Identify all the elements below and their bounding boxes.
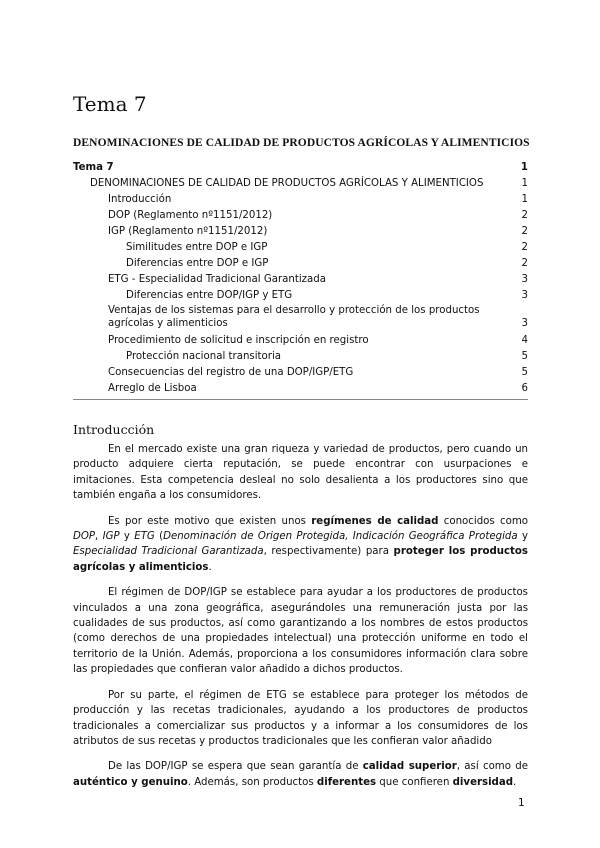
page-title: Tema 7 (73, 92, 147, 116)
toc-entry[interactable] (73, 173, 528, 189)
toc-entry-page: 6 (521, 383, 528, 394)
toc-entry-title: IGP (Reglamento nº1151/2012) (108, 226, 268, 237)
paragraph: El régimen de DOP/IGP se establece para ayudar a los productores de productos vinculados a una zona geográfica, asegurándoles una remuneración justa por las cualidades de sus productos, así como garantizando a los nombres de estos productos (como derechos de una propiedades intelectual) una protección uniforme en todo el territorio de la Unión. Además, proporciona a los consumidores información clara sobre las propiedades que confieran valor añadido a dichos productos. (73, 587, 528, 676)
toc-entry[interactable] (73, 221, 528, 237)
section-body (73, 442, 528, 800)
toc-entry[interactable] (73, 237, 528, 253)
toc-entry-title: Procedimiento de solicitud e inscripción en registro (108, 335, 369, 346)
emphasis: regímenes de calidad (311, 515, 439, 527)
toc-entry[interactable] (73, 330, 528, 346)
toc-entry[interactable] (73, 301, 528, 330)
toc-entry-page: 2 (521, 226, 528, 237)
toc-entry[interactable] (73, 205, 528, 221)
toc-entry[interactable] (73, 346, 528, 362)
toc-entry-title: Similitudes entre DOP e IGP (126, 242, 268, 253)
toc-entry-page: 1 (521, 178, 528, 189)
paragraph: En el mercado existe una gran riqueza y variedad de productos, pero cuando un producto adquiere cierta reputación, se puede encontrar con usurpaciones e imitaciones. Esta competencia desleal no solo desalienta a los productores sino que también engaña a los consumidores. (73, 444, 528, 502)
paragraph: Es por este motivo que existen unos regímenes de calidad conocidos como DOP, IGP y ETG (Denominación de Origen Protegida, Indicación Geográfica Protegida y Especialidad Tradicional Garantizada, respectivamente) para proteger los productos agrícolas y alimenticios. (73, 515, 528, 573)
document-subtitle: DENOMINACIONES DE CALIDAD DE PRODUCTOS AGRÍCOLAS Y ALIMENTICIOS (73, 137, 530, 149)
toc-entry-title: DENOMINACIONES DE CALIDAD DE PRODUCTOS AGRÍCOLAS Y ALIMENTICIOS (90, 178, 484, 189)
toc-entry[interactable] (73, 285, 528, 301)
toc-entry-page: 3 (521, 274, 528, 285)
toc-entry-page: 2 (521, 210, 528, 221)
emphasis: calidad superior (362, 761, 457, 773)
paragraph: Por su parte, el régimen de ETG se establece para proteger los métodos de producción y las recetas tradicionales, ayudando a los productores de productos tradicionales a comercializar sus productos y a informar a los consumidores de los atributos de sus recetas y productos tradicionales que les confieran valor añadido (73, 689, 528, 747)
toc-entry-page: 1 (520, 162, 528, 173)
toc-entry-title: Diferencias entre DOP/IGP y ETG (126, 290, 293, 301)
section-heading: Introducción (73, 422, 155, 437)
toc-entry-page: 3 (521, 290, 528, 301)
emphasis: proteger los productos agrícolas y alimenticios (73, 546, 528, 573)
toc-entry-title: Introducción (108, 194, 172, 205)
toc-entry-title: Protección nacional transitoria (126, 351, 282, 362)
toc-entry[interactable] (73, 189, 528, 205)
table-of-contents (73, 157, 528, 394)
toc-entry-page: 3 (521, 318, 528, 329)
toc-entry[interactable] (73, 269, 528, 285)
toc-entry-title: Ventajas de los sistemas para el desarrollo y protección de los productos agrícolas y alimenticios (108, 305, 480, 329)
toc-divider (73, 399, 528, 400)
emphasis: diversidad (452, 776, 514, 788)
toc-entry-page: 4 (521, 335, 528, 346)
toc-entry-page: 5 (521, 351, 528, 362)
emphasis: auténtico y genuino (73, 776, 188, 788)
toc-entry-title: ETG - Especialidad Tradicional Garantizada (108, 274, 326, 285)
toc-entry-page: 2 (521, 258, 528, 269)
emphasis: diferentes (316, 776, 377, 788)
page-number: 1 (518, 797, 525, 809)
toc-entry-title: Diferencias entre DOP e IGP (126, 258, 269, 269)
toc-entry-title: DOP (Reglamento nº1151/2012) (108, 210, 273, 221)
toc-entry[interactable] (73, 378, 528, 394)
toc-entry-title: Consecuencias del registro de una DOP/IGP/ETG (108, 367, 354, 378)
toc-entry-title: Tema 7 (73, 162, 114, 173)
toc-entry-page: 2 (521, 242, 528, 253)
toc-entry[interactable] (73, 253, 528, 269)
toc-entry-page: 5 (521, 367, 528, 378)
paragraph: De las DOP/IGP se espera que sean garantía de calidad superior, así como de auténtico y genuino. Además, son productos diferentes que confieren diversidad. (73, 761, 528, 788)
toc-entry-page: 1 (521, 194, 528, 205)
toc-entry[interactable] (73, 362, 528, 378)
toc-entry-title: Arreglo de Lisboa (108, 383, 197, 394)
toc-entry[interactable] (73, 157, 528, 173)
